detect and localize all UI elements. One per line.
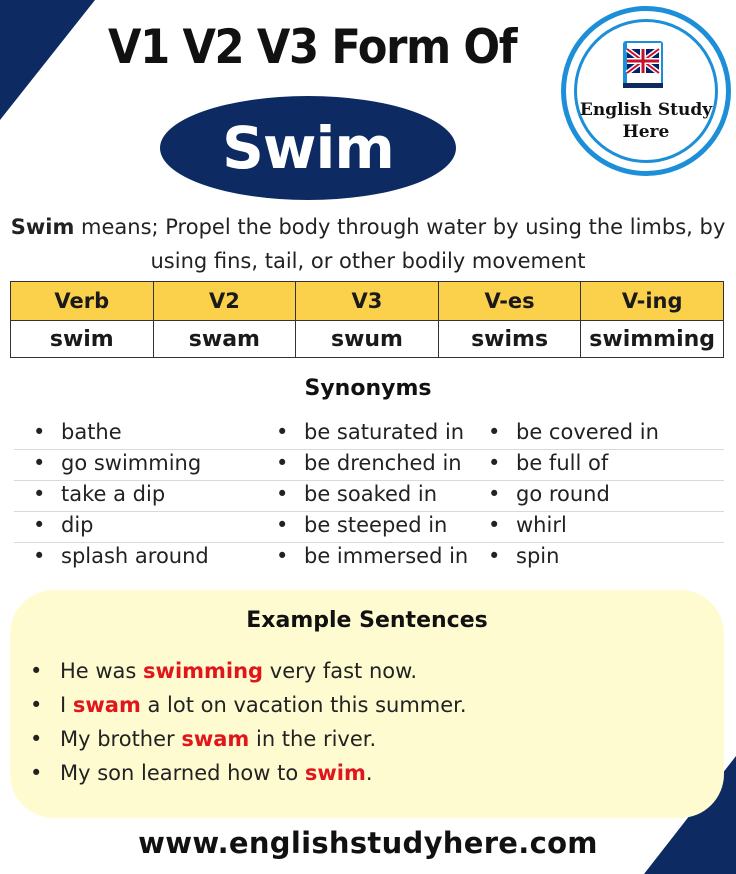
synonym-item: • be soaked in bbox=[304, 482, 437, 506]
sentence-text: My brother bbox=[60, 727, 182, 751]
highlighted-verb: swam bbox=[181, 727, 250, 751]
example-sentence bbox=[60, 722, 467, 756]
site-logo bbox=[561, 6, 731, 176]
synonym-item: • be drenched in bbox=[304, 451, 462, 475]
verb-forms-header-cell: V-es bbox=[438, 282, 581, 321]
synonym-item: • go swimming bbox=[61, 451, 201, 475]
verb-badge bbox=[160, 96, 456, 200]
synonyms-row bbox=[14, 450, 724, 481]
sentence-text: He was bbox=[60, 659, 144, 683]
definition-word: Swim bbox=[10, 215, 75, 239]
sentence-text: My son learned how to bbox=[60, 761, 305, 785]
synonyms-list bbox=[14, 419, 724, 573]
example-sentence bbox=[60, 688, 467, 722]
synonyms-row bbox=[14, 543, 724, 573]
synonyms-heading: Synonyms bbox=[304, 376, 432, 401]
website-url[interactable]: www.englishstudyhere.com bbox=[138, 826, 598, 860]
page-title: V1 V2 V3 Form Of bbox=[108, 20, 517, 75]
synonyms-row bbox=[14, 512, 724, 543]
verb-forms-value-cell: swims bbox=[438, 321, 581, 358]
synonym-item: • be saturated in bbox=[304, 420, 464, 444]
definition bbox=[10, 210, 726, 278]
example-sentence bbox=[60, 756, 467, 790]
synonyms-row bbox=[14, 481, 724, 512]
synonym-item: • be full of bbox=[516, 451, 608, 475]
highlighted-verb: swim bbox=[304, 761, 366, 785]
definition-text: means; Propel the body through water by using the limbs, by using fins, tail, or other bodily movement bbox=[74, 215, 726, 273]
verb-forms-value-cell: swam bbox=[153, 321, 296, 358]
example-sentences-panel bbox=[10, 590, 724, 818]
sentence-text: in the river. bbox=[249, 727, 377, 751]
verb-forms-value-cell: swimming bbox=[581, 321, 724, 358]
synonym-item: • be steeped in bbox=[304, 513, 447, 537]
sentence-text: very fast now. bbox=[263, 659, 418, 683]
verb-forms-header-cell: V2 bbox=[153, 282, 296, 321]
example-sentences-list bbox=[60, 654, 467, 790]
synonym-item: • be covered in bbox=[516, 420, 659, 444]
verb-forms-value-row bbox=[11, 321, 724, 358]
book-with-uk-flag-icon bbox=[621, 39, 667, 91]
verb-forms-header-cell: Verb bbox=[11, 282, 154, 321]
verb-badge-label: Swim bbox=[222, 114, 394, 182]
verb-forms-header-cell: V-ing bbox=[581, 282, 724, 321]
sentence-text: . bbox=[365, 761, 373, 785]
synonym-item: • go round bbox=[516, 482, 610, 506]
synonyms-row bbox=[14, 419, 724, 450]
sentence-text: I bbox=[60, 693, 73, 717]
sentence-text: a lot on vacation this summer. bbox=[140, 693, 467, 717]
synonym-item: • bathe bbox=[61, 420, 122, 444]
synonym-item: • splash around bbox=[61, 544, 209, 568]
verb-forms-table bbox=[10, 281, 724, 358]
verb-forms-header-cell: V3 bbox=[296, 282, 439, 321]
example-sentence bbox=[60, 654, 467, 688]
verb-forms-header-row bbox=[11, 282, 724, 321]
logo-text-line1: English Study bbox=[579, 100, 713, 120]
highlighted-verb: swimming bbox=[143, 659, 264, 683]
verb-forms-value-cell: swim bbox=[11, 321, 154, 358]
synonym-item: • take a dip bbox=[61, 482, 165, 506]
verb-forms-value-cell: swum bbox=[296, 321, 439, 358]
example-sentences-heading: Example Sentences bbox=[246, 608, 488, 633]
corner-decoration-top-left bbox=[0, 0, 95, 120]
logo-text bbox=[566, 99, 726, 143]
synonym-item: • be immersed in bbox=[304, 544, 468, 568]
synonym-item: • whirl bbox=[516, 513, 567, 537]
logo-text-line2: Here bbox=[622, 122, 670, 142]
synonym-item: • spin bbox=[516, 544, 559, 568]
highlighted-verb: swam bbox=[72, 693, 141, 717]
synonym-item: • dip bbox=[61, 513, 94, 537]
